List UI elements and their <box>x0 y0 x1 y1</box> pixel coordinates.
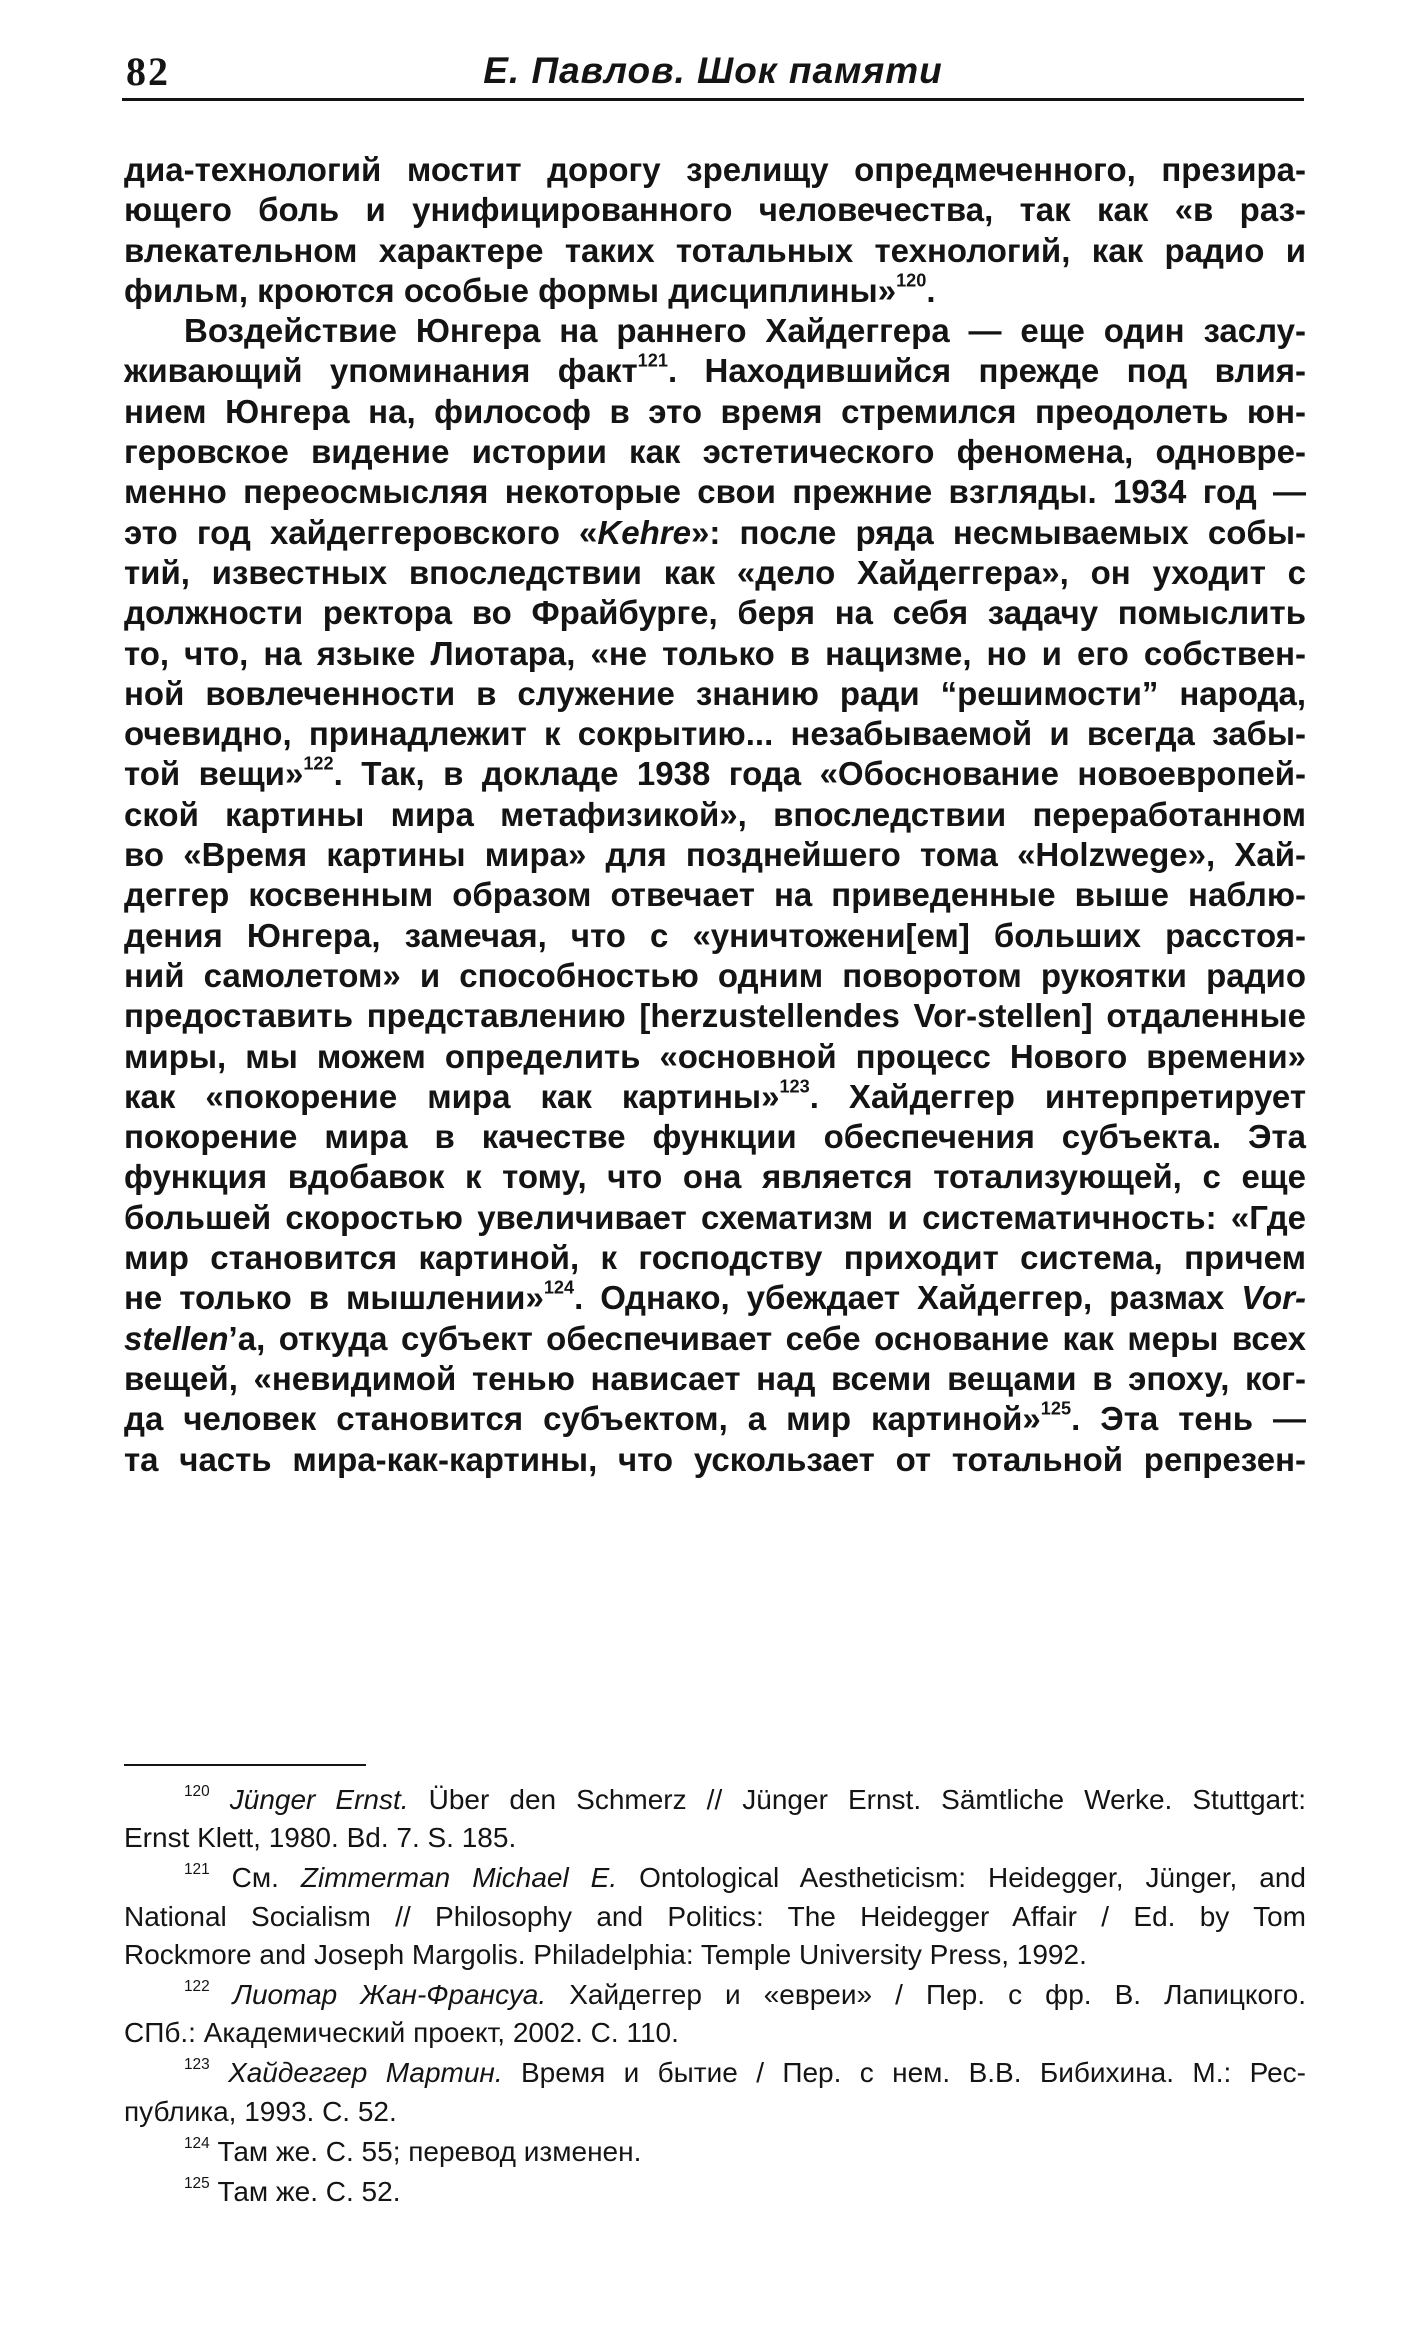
text-line: ной вовлеченности в служение знанию ради “решимости” народа, <box>124 674 1306 712</box>
text-line: функция вдобавок к тому, что она является тотализующей, с еще <box>124 1158 1306 1196</box>
text-line <box>124 351 1306 391</box>
footnote-121-cont: Rockmore and Joseph Margolis. Philadelphia: Temple University Press, 1992. <box>124 1938 1087 1970</box>
running-title: Е. Павлов. Шок памяти <box>483 50 943 91</box>
text-line: геровское видение истории как эстетического феномена, одновре- <box>124 433 1306 471</box>
text-line: диа-технологий мостит дорогу зрелищу опредмеченного, презира- <box>124 151 1306 188</box>
text-line: та часть мира-как-картины, что ускользает от тотальной репрезен- <box>124 1440 1306 1478</box>
footnote-ref-123[interactable]: 123 <box>779 1076 810 1097</box>
vor-term: Vor- <box>1241 1279 1306 1317</box>
text-line: мир становится картиной, к господству приходит система, причем <box>124 1239 1306 1277</box>
text-line <box>124 271 1306 311</box>
text-line <box>124 1319 1306 1359</box>
footnote-author: Хайдеггер Мартин. <box>228 2057 503 2089</box>
text-line: дения Юнгера, замечая, что с «уничтожени[ем] больших расстоя- <box>124 916 1306 954</box>
footnote-ref-125[interactable]: 125 <box>1040 1398 1072 1419</box>
text-run: да человек становится субъектом, а мир картиной» <box>124 1400 1041 1438</box>
footnote-author: Zimmerman Michael E. <box>300 1862 618 1894</box>
footnote-122 <box>124 1976 1306 2014</box>
text-run: не только в мышлении» <box>124 1279 544 1317</box>
text-line <box>124 1077 1306 1117</box>
text-line: очевидно, принадлежит к сокрытию... незабываемой и всегда забы- <box>124 715 1306 753</box>
footnote-author: Лиотар Жан-Франсуа. <box>232 1978 547 2010</box>
text-run: »: после ряда несмываемых собы- <box>690 513 1306 551</box>
footnote-text: Über den Schmerz // Jünger Ernst. Sämtliche Werke. Stuttgart: <box>408 1784 1306 1815</box>
text-line: покорение мира в качестве функции обеспечения субъекта. Эта <box>124 1118 1306 1156</box>
text-line: ющего боль и унифицированного человечества, так как «в раз- <box>124 191 1306 229</box>
text-line <box>124 513 1306 553</box>
text-line: влекательном характере таких тотальных технологий, как радио и <box>124 231 1306 269</box>
footnote-text: Хайдеггер и «евреи» / Пер. с фр. В. Лапицкого. <box>546 1978 1306 2010</box>
footnote-120-cont: Ernst Klett, 1980. Bd. 7. S. 185. <box>124 1822 517 1854</box>
footnote-divider <box>124 1764 366 1766</box>
text-line <box>124 1278 1306 1318</box>
footnote-number: 123 <box>184 2056 210 2074</box>
text-run: . Хайдеггер интерпретирует <box>809 1077 1306 1115</box>
footnote-ref-120[interactable]: 120 <box>896 270 927 291</box>
text-line: ний самолетом» и способностью одним поворотом рукоятки радио <box>124 956 1306 994</box>
text-line: нием Юнгера на, философ в это время стремился преодолеть юн- <box>124 392 1306 430</box>
footnote-number: 120 <box>184 1782 210 1800</box>
footnote-124 <box>124 2133 1306 2171</box>
footnote-120 <box>124 1781 1306 1819</box>
text-run: . Находившийся прежде под влия- <box>667 352 1306 390</box>
text-run: . Однако, убеждает Хайдеггер, размах <box>574 1279 1242 1317</box>
text-line: большей скоростью увеличивает схематизм и систематичность: «Где <box>124 1198 1306 1236</box>
footnote-number: 125 <box>184 2174 210 2192</box>
footnote-author: Jünger Ernst. <box>229 1784 409 1815</box>
footnote-121 <box>124 1859 1306 1897</box>
footnote-text: Ontological Aestheticism: Heidegger, Jünger, and <box>617 1862 1306 1894</box>
footnote-ref-121[interactable]: 121 <box>637 351 668 372</box>
footnote-ref-124[interactable]: 124 <box>543 1277 575 1298</box>
text-line: миры, мы можем определить «основной процесс Нового времени» <box>124 1037 1306 1075</box>
text-run: . <box>926 271 936 309</box>
text-line: вещей, «невидимой тенью нависает над всеми вещами в эпоху, ког- <box>124 1359 1306 1397</box>
text-line: деггер косвенным образом отвечает на приведенные выше наблю- <box>124 876 1306 914</box>
footnote-121-cont: National Socialism // Philosophy and Politics: The Heidegger Affair / Ed. by Tom <box>124 1900 1306 1932</box>
text-line <box>124 1399 1306 1439</box>
footnote-123-cont: публика, 1993. С. 52. <box>124 2095 397 2127</box>
text-line: должности ректора во Фрайбурге, беря на себя задачу помыслить <box>124 594 1306 632</box>
footnote-text: Время и бытие / Пер. с нем. В.В. Бибихина. М.: Рес- <box>502 2057 1306 2089</box>
footnote-text: Там же. С. 55; перевод изменен. <box>209 2135 642 2167</box>
footnote-125 <box>124 2173 1306 2211</box>
paragraph-start: Воздействие Юнгера на раннего Хайдеггера — еще один заслу- <box>184 312 1306 350</box>
text-run: это год хайдеггеровского « <box>124 513 598 551</box>
footnote-number: 124 <box>184 2134 210 2152</box>
text-line: то, что, на языке Лиотара, «не только в нацизме, но и его собствен- <box>124 634 1306 672</box>
footnote-number: 122 <box>184 1977 210 1995</box>
footnotes <box>124 1781 1306 2211</box>
text-line: во «Время картины мира» для позднейшего тома «Holzwege», Хай- <box>124 836 1306 874</box>
text-run: фильм, кроются особые формы дисциплины» <box>124 271 897 309</box>
text-run: . Так, в докладе 1938 года «Обоснование новоевропей- <box>333 755 1307 793</box>
footnote-122-cont: СПб.: Академический проект, 2002. С. 110. <box>124 2017 679 2049</box>
text-run: . Эта тень — <box>1071 1400 1307 1438</box>
stellen-term: stellen <box>124 1319 229 1357</box>
text-run: как «покорение мира как картины» <box>124 1077 780 1115</box>
footnote-text: См. <box>209 1862 301 1894</box>
text-line: предоставить представлению [herzustellendes Vor-stellen] отдаленные <box>124 997 1306 1035</box>
text-run: той вещи» <box>124 755 304 793</box>
page-number: 82 <box>126 49 170 94</box>
main-text <box>124 150 1306 1480</box>
footnote-text: Там же. С. 52. <box>209 2175 401 2207</box>
text-line: ской картины мира метафизикой», впоследствии переработанном <box>124 795 1306 833</box>
kehre-term: Kehre <box>597 513 691 551</box>
footnote-123 <box>124 2054 1306 2092</box>
footnote-ref-122[interactable]: 122 <box>303 754 334 775</box>
text-run: живающий упоминания факт <box>124 352 638 390</box>
text-line: менно переосмысляя некоторые свои прежние взгляды. 1934 год — <box>124 473 1306 511</box>
footnote-number: 121 <box>184 1861 210 1879</box>
text-line <box>124 754 1306 794</box>
page-header <box>122 46 1304 101</box>
text-line: тий, известных впоследствии как «дело Хайдеггера», он уходит с <box>124 553 1306 591</box>
text-run: ’а, откуда субъект обеспечивает себе основание как меры всех <box>228 1319 1306 1357</box>
